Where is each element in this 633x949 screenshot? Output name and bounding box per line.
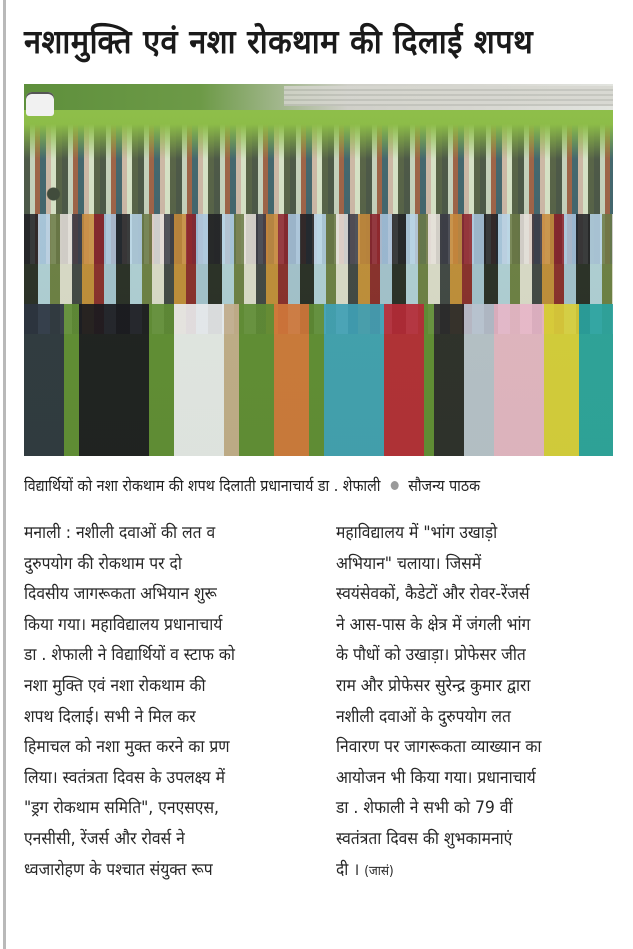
body-line: एनसीसी, रेंजर्स और रोवर्स ने <box>24 828 185 849</box>
body-line: नशीली दवाओं के दुरुपयोग लत <box>336 706 511 727</box>
body-line: स्वयंसेवकों, कैडेटों और रोवर-रेंजर्स <box>336 584 530 605</box>
body-line: शपथ दिलाई। सभी ने मिल कर <box>24 706 196 727</box>
parked-car <box>26 92 54 116</box>
body-line: लिया। स्वतंत्रता दिवस के उपलक्ष्य में <box>24 767 225 788</box>
news-photo <box>24 84 613 456</box>
body-column-left <box>24 518 316 885</box>
headline: नशामुक्ति एवं नशा रोकथाम की दिलाई शपथ <box>24 22 534 61</box>
bullet-dot-icon <box>390 481 398 490</box>
body-line: दुरुपयोग की रोकथाम पर दो <box>24 553 182 574</box>
body-line: महाविद्यालय में "भांग उखाड़ो <box>336 523 498 543</box>
photo-credit: सौजन्य पाठक <box>408 476 481 495</box>
column-rule <box>3 0 6 949</box>
crowd-front-row <box>24 304 613 456</box>
body-line: स्वतंत्रता दिवस की शुभकामनाएं <box>336 828 513 849</box>
body-line: ने आस-पास के क्षेत्र में जंगली भांग <box>336 614 531 635</box>
closing-line <box>336 855 605 888</box>
body-line: किया गया। महाविद्यालय प्रधानाचार्य <box>24 614 223 635</box>
body-line: अभियान" चलाया। जिसमें <box>336 553 482 574</box>
body-line: राम और प्रोफेसर सुरेन्द्र कुमार द्वारा <box>336 675 531 696</box>
caption-text: विद्यार्थियों को नशा रोकथाम की शपथ दिलाती प्रधानाचार्य डा . शेफाली <box>24 476 381 495</box>
body-line: निवारण पर जागरूकता व्याख्यान का <box>336 737 542 758</box>
body-line: डा . शेफाली ने विद्यार्थियों व स्टाफ को <box>24 645 235 666</box>
body-line: "ड्रग रोकथाम समिति", एनएसएस, <box>24 798 219 819</box>
body-line: हिमाचल को नशा मुक्त करने का प्रण <box>24 737 230 758</box>
stadium-steps <box>284 86 613 106</box>
closing-text: दी । <box>336 859 360 880</box>
body-line: के पौधों को उखाड़ा। प्रोफेसर जीत <box>336 645 526 666</box>
body-line: आयोजन भी किया गया। प्रधानाचार्य <box>336 767 536 788</box>
body-column-right <box>336 518 628 887</box>
body-line: डा . शेफाली ने सभी को 79 वीं <box>336 798 513 819</box>
source-tag: (जासं) <box>364 863 394 879</box>
body-line: ध्वजारोहण के पश्चात संयुक्त रूप <box>24 859 213 880</box>
body-line: मनाली : नशीली दवाओं की लत व <box>24 523 216 543</box>
body-line: दिवसीय जागरूकता अभियान शुरू <box>24 584 217 605</box>
body-line: नशा मुक्ति एवं नशा रोकथाम की <box>24 675 206 696</box>
photo-caption <box>24 472 558 500</box>
